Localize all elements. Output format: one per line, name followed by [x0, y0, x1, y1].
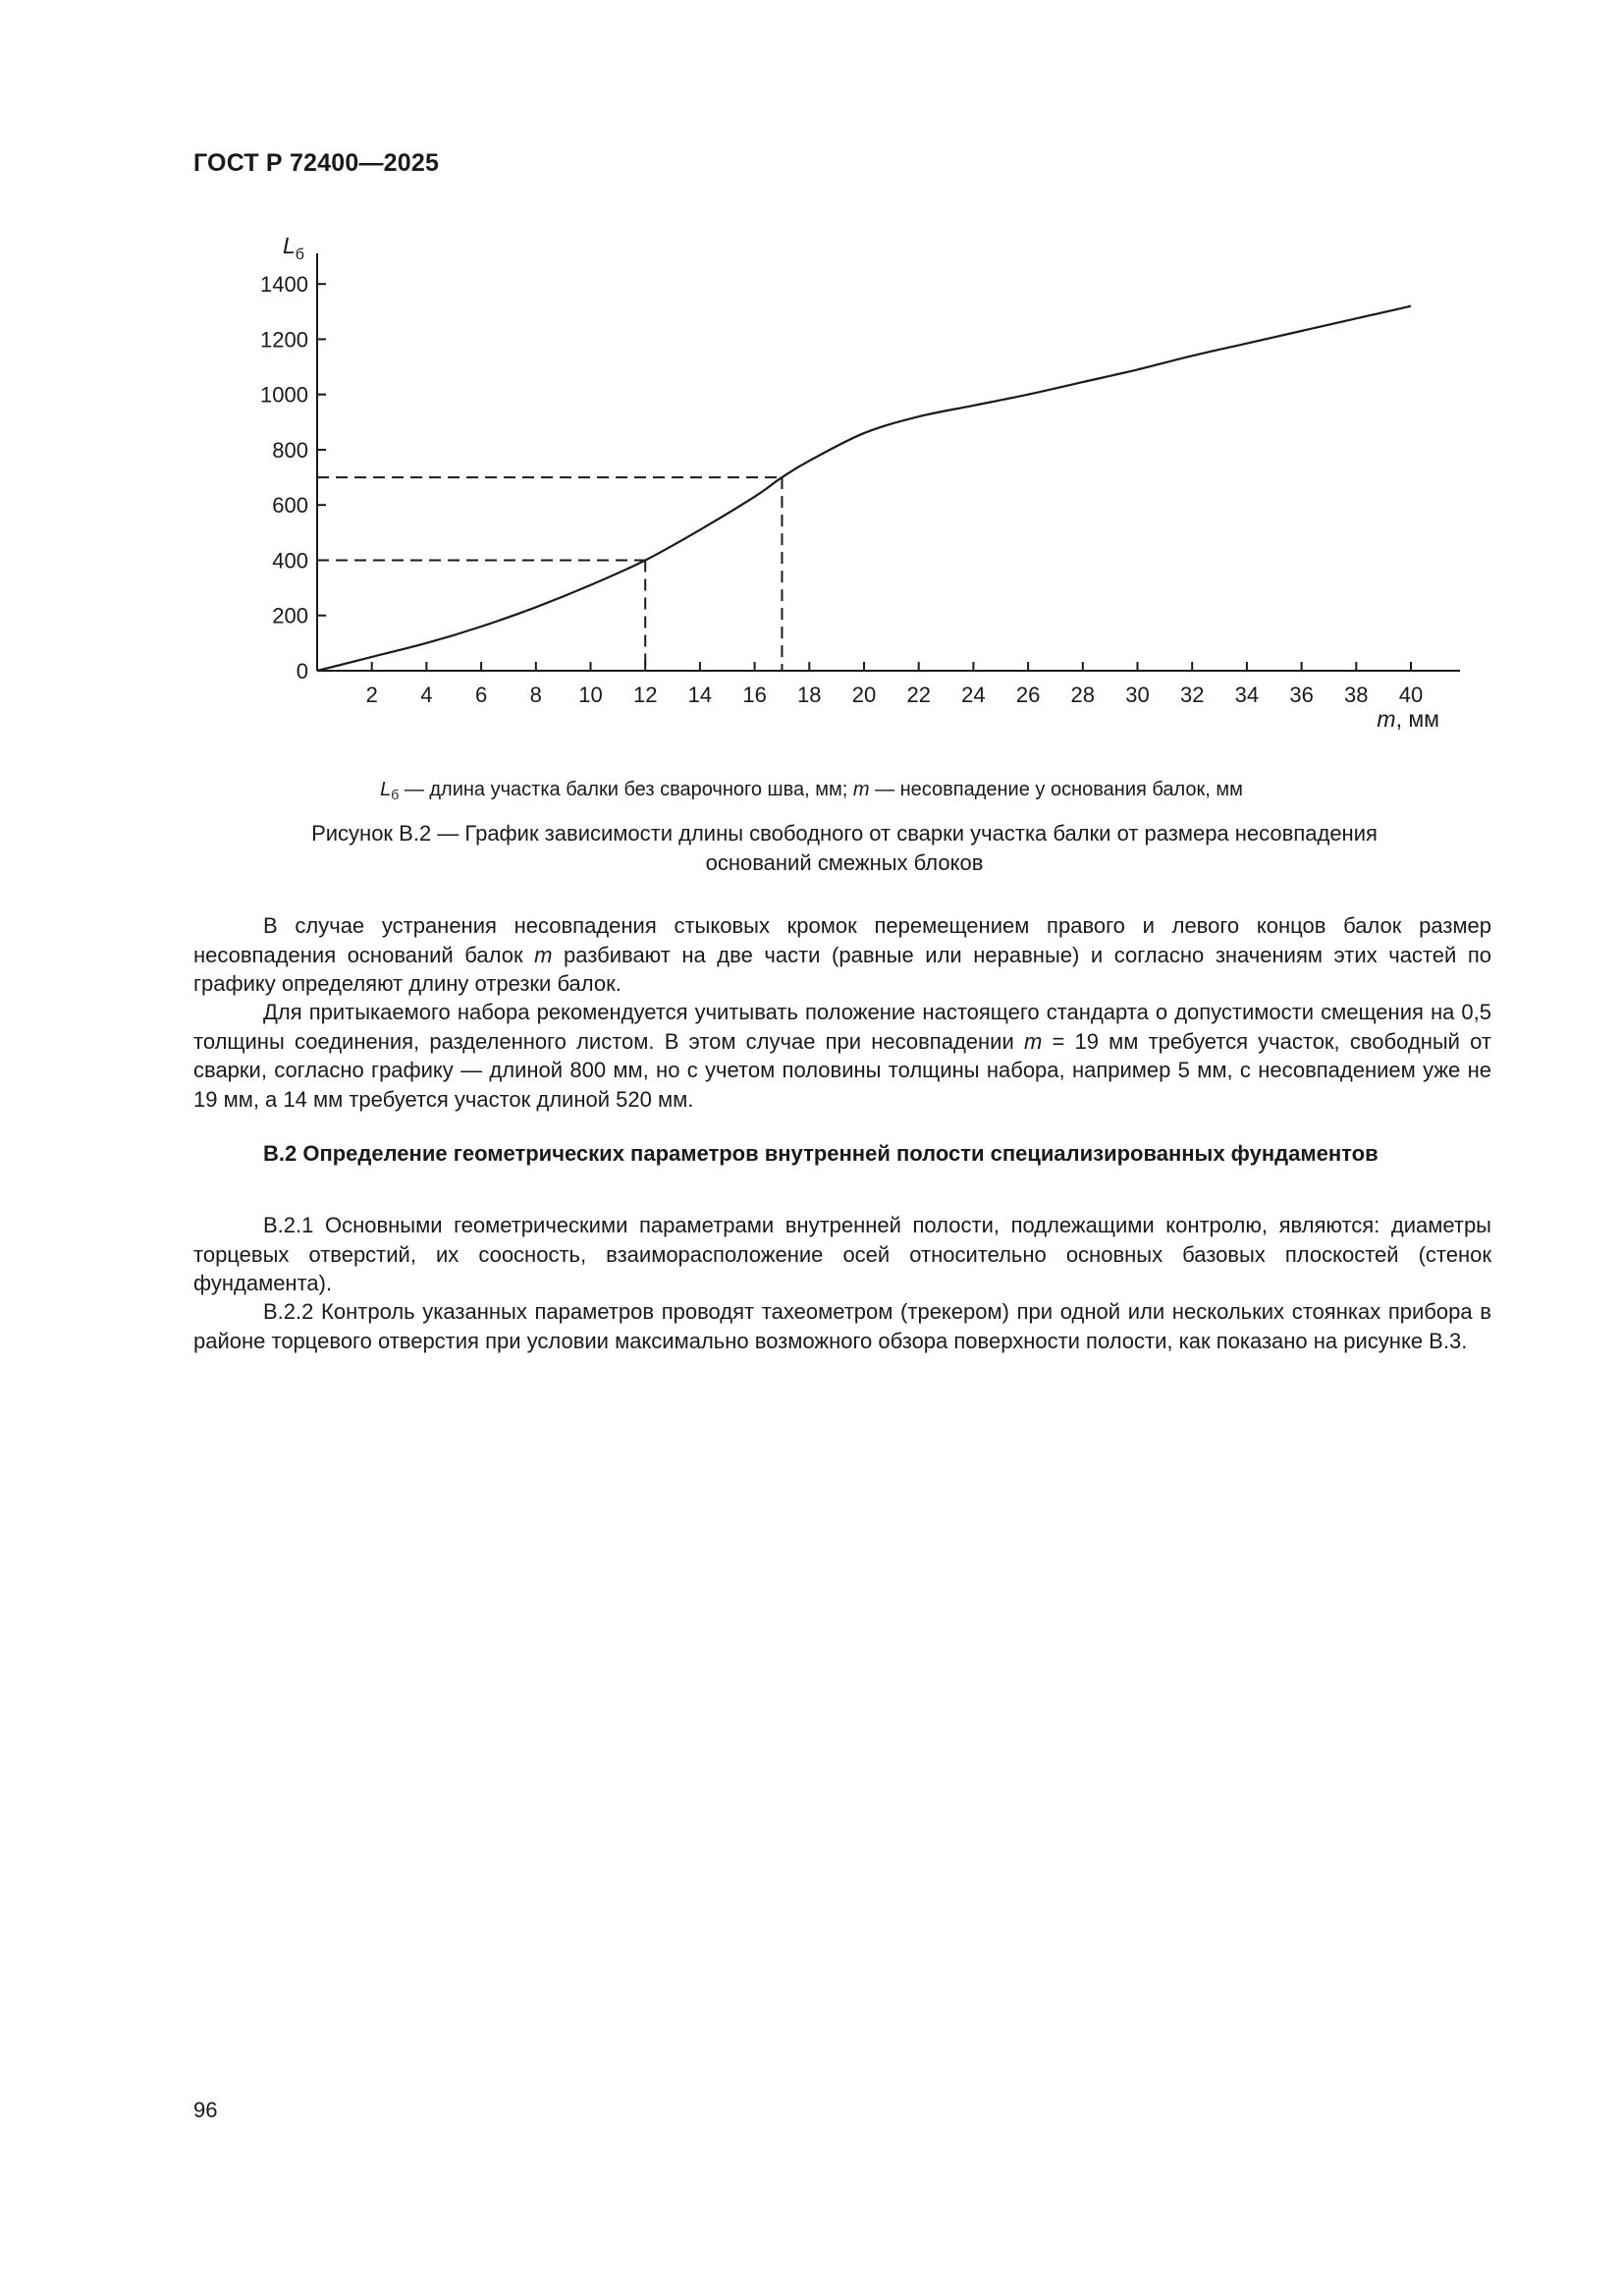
y-tick-label: 800 [272, 437, 308, 463]
x-tick-label: 34 [1234, 683, 1260, 707]
paragraph-1 [193, 911, 1491, 999]
paragraph-3: В.2.1 Основными геометрическими параметрами внутренней полости, подлежащими контролю, являются: диаметры торцевых отверстий, их соосность, взаиморасположение осей относительно основных базовых плоскостей (стенок фундамента). [193, 1213, 1491, 1295]
y-axis-title-main: L [283, 233, 296, 258]
y-tick-label: 1200 [260, 327, 308, 353]
x-tick-label: 40 [1398, 683, 1424, 707]
caption-line-1: Рисунок В.2 — График зависимости длины свободного от сварки участка балки от размера несовпадения [311, 821, 1378, 846]
y-tick-label: 0 [296, 659, 308, 683]
x-tick-label: 28 [1070, 683, 1096, 707]
x-tick-label: 20 [851, 683, 877, 707]
x-tick-label: 2 [365, 683, 378, 707]
y-tick-label: 200 [272, 603, 308, 629]
axes [317, 253, 1460, 671]
paragraph-1-var: m [534, 942, 553, 967]
page-number: 96 [193, 2098, 218, 2122]
x-tick-label: 12 [632, 683, 658, 707]
x-axis-title-var: m [1377, 706, 1396, 732]
legend-l-main: L [380, 779, 392, 800]
x-tick-label: 32 [1179, 683, 1205, 707]
paragraph-2 [193, 998, 1491, 1114]
x-tick-label: 36 [1289, 683, 1314, 707]
figure-caption [226, 819, 1463, 878]
paragraph-2-text-b: = 19 мм требуется участок, свободный от сварки, согласно графику — длиной 800 мм, но с учетом половины толщины набора, например 5 мм, с несовпадением уже не 19 мм, а 14 мм требуется участок длиной 520 мм. [193, 1028, 1491, 1112]
paragraph-1-text-b: разбивают на две части (равные или неравные) и согласно значениям этих частей по графику определяют длину отрезки балок. [193, 942, 1492, 996]
x-tick-label: 14 [687, 683, 713, 707]
reference-lines [317, 477, 782, 671]
x-tick-label: 4 [420, 683, 433, 707]
document-header: ГОСТ Р 72400—2025 [193, 149, 440, 177]
chart [0, 0, 1623, 766]
paragraph-2-text-a: Для притыкаемого набора рекомендуется учитывать положение настоящего стандарта о допустимости смещения на 0,5 толщины соединения, разделенного листом. В этом случае при несовпадении [193, 1000, 1491, 1054]
legend-m-var: m [852, 779, 870, 800]
x-tick-label: 16 [742, 683, 767, 707]
x-tick-label: 10 [578, 683, 603, 707]
paragraph-4: В.2.2 Контроль указанных параметров проводят тахеометром (трекером) при одной или нескольких стоянках прибора в районе торцевого отверстия при условии максимально возможного обзора поверхности полости, как показано на рисунке В.3. [193, 1299, 1491, 1353]
x-tick-label: 26 [1015, 683, 1041, 707]
x-axis-title-unit: , мм [1395, 706, 1439, 732]
legend-m-text: — несовпадение у основания балок, мм [869, 779, 1243, 800]
data-curve [317, 306, 1411, 671]
x-axis-ticks [366, 662, 1424, 707]
section-heading: В.2 Определение геометрических параметров внутренней полости специализированных фундаментов [263, 1141, 1379, 1166]
y-tick-label: 1400 [260, 272, 308, 298]
caption-line-2: оснований смежных блоков [705, 850, 984, 875]
x-tick-label: 18 [797, 683, 822, 707]
paragraph-2-var: m [1023, 1028, 1043, 1054]
legend-l-text: — длина участка балки без сварочного шва, мм; [399, 779, 853, 800]
x-tick-label: 24 [961, 683, 986, 707]
y-tick-label: 1000 [260, 382, 308, 408]
y-axis-title-sub: б [295, 246, 304, 263]
y-axis-title [283, 233, 304, 263]
y-tick-label: 400 [272, 548, 308, 574]
x-tick-label: 38 [1344, 683, 1369, 707]
y-axis-ticks [260, 272, 326, 683]
x-tick-label: 30 [1125, 683, 1150, 707]
x-tick-label: 6 [474, 683, 488, 707]
figure-legend [0, 779, 1623, 802]
paragraph-1-text-a: В случае устранения несовпадения стыковых кромок перемещением правого и левого концов балок размер несовпадения оснований балок [193, 913, 1491, 967]
y-tick-label: 600 [272, 493, 308, 519]
x-tick-label: 22 [906, 683, 931, 707]
x-tick-label: 8 [529, 683, 542, 707]
x-axis-title [1377, 706, 1439, 732]
legend-l-sub: б [391, 787, 400, 802]
